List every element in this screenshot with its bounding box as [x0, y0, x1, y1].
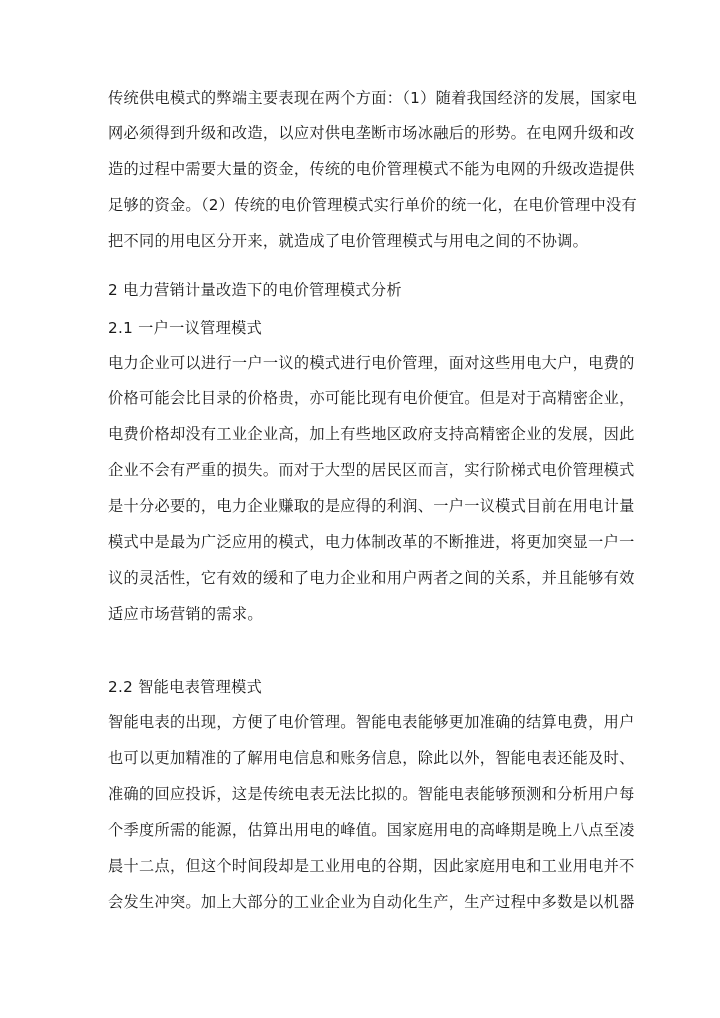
- text-line: 晨十二点，但这个时间段却是工业用电的谷期，因此家庭用电和工业用电并不: [108, 857, 635, 875]
- section-2-2-paragraph: [108, 712, 635, 912]
- text-line: 议的灵活性，它有效的缓和了电力企业和用户两者之间的关系，并且能够有效: [108, 569, 635, 587]
- text-line: 适应市场营销的需求。: [108, 605, 263, 623]
- text-line: 造的过程中需要大量的资金，传统的电价管理模式不能为电网的升级改造提供: [108, 160, 635, 178]
- text-line: 也可以更加精准的了解用电信息和账务信息，除此以外，智能电表还能及时、: [108, 749, 635, 767]
- text-line: 网必须得到升级和改造，以应对供电垄断市场冰融后的形势。在电网升级和改: [108, 124, 635, 142]
- text-line: 电费价格却没有工业企业高，加上有些地区政府支持高精密企业的发展，因此: [108, 425, 635, 443]
- text-line: 把不同的用电区分开来，就造成了电价管理模式与用电之间的不协调。: [108, 232, 589, 250]
- text-line: 是十分必要的，电力企业赚取的是应得的利润、一户一议模式目前在用电计量: [108, 497, 635, 515]
- section-2-1-paragraph: [108, 353, 635, 624]
- text-line: 企业不会有严重的损失。而对于大型的居民区而言，实行阶梯式电价管理模式: [108, 461, 635, 479]
- section-2-2-title: 2.2 智能电表管理模式: [108, 678, 263, 696]
- text-line: 准确的回应投诉，这是传统电表无法比拟的。智能电表能够预测和分析用户每: [108, 785, 635, 803]
- text-line: 价格可能会比目录的价格贵，亦可能比现有电价便宜。但是对于高精密企业，: [108, 389, 635, 407]
- section-2-1-title: 2.1 一户一议管理模式: [108, 319, 263, 337]
- text-line: 会发生冲突。加上大部分的工业企业为自动化生产，生产过程中多数是以机器: [108, 893, 635, 911]
- text-line: 电力企业可以进行一户一议的模式进行电价管理，面对这些用电大户，电费的: [108, 354, 635, 372]
- text-line: 传统供电模式的弊端主要表现在两个方面：（1）随着我国经济的发展，国家电: [108, 89, 637, 107]
- text-line: 模式中是最为广泛应用的模式，电力体制改革的不断推进，将更加突显一户一: [108, 533, 635, 551]
- text-line: 智能电表的出现，方便了电价管理。智能电表能够更加准确的结算电费，用户: [108, 713, 635, 731]
- section-2-title: 2 电力营销计量改造下的电价管理模式分析: [108, 281, 402, 299]
- text-line: 足够的资金。（2）传统的电价管理模式实行单价的统一化，在电价管理中没有: [108, 196, 637, 214]
- intro-paragraph: [108, 88, 637, 251]
- text-line: 个季度所需的能源，估算出用电的峰值。国家庭用电的高峰期是晚上八点至凌: [108, 821, 635, 839]
